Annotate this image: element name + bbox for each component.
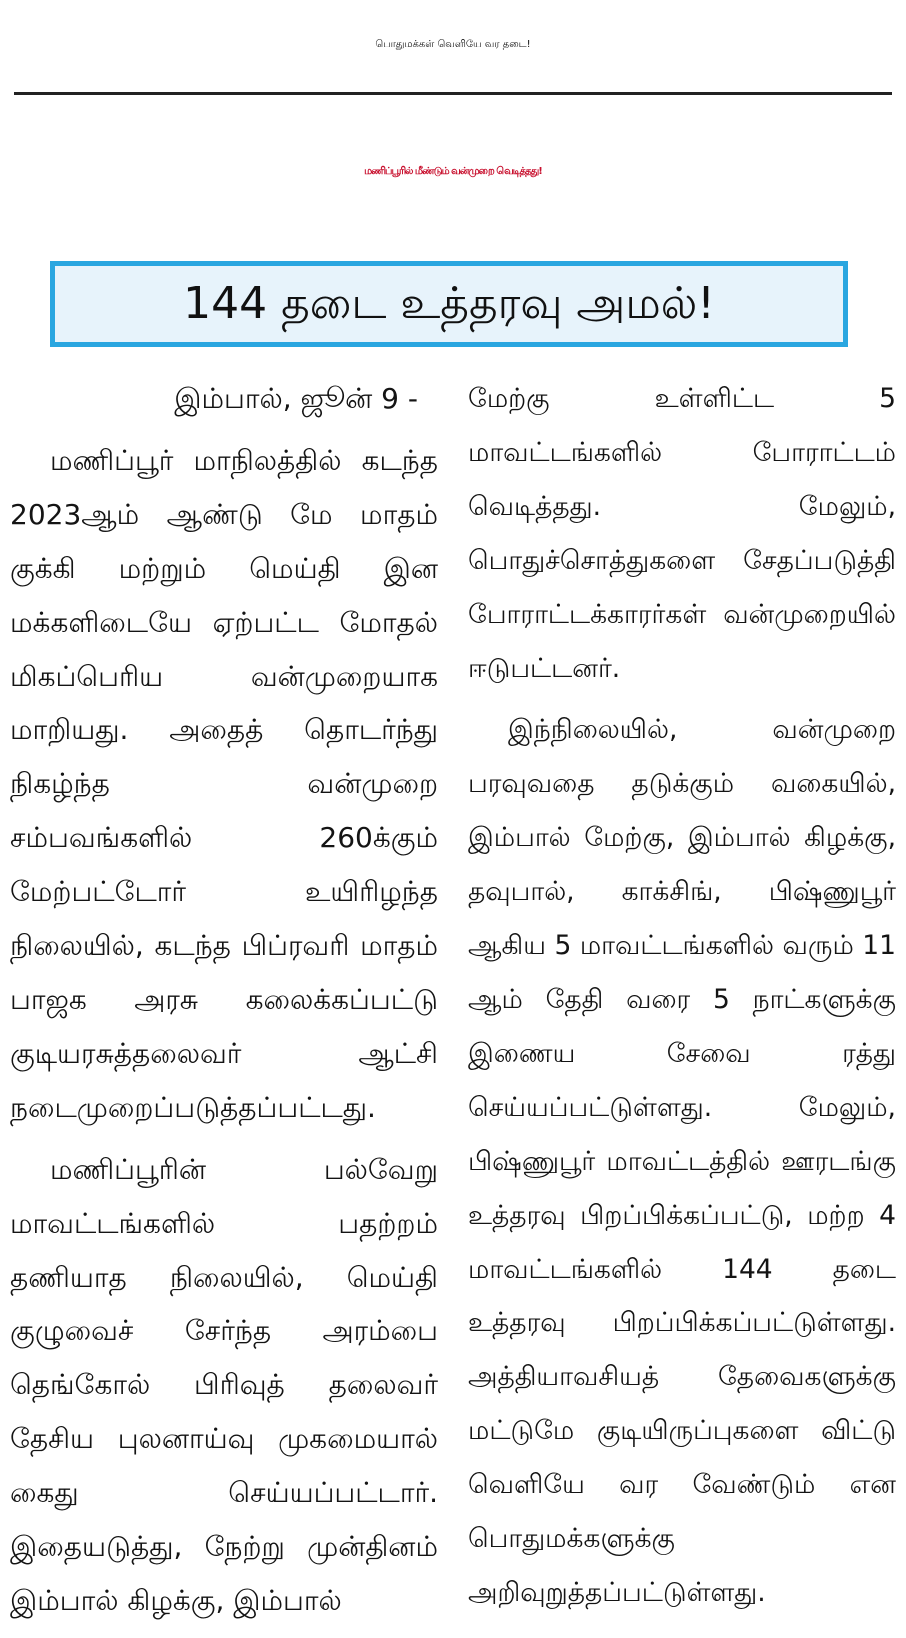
kicker-headline: பொதுமக்கள் வெளியே வர தடை!: [375, 39, 531, 50]
article-paragraph: மேற்கு உள்ளிட்ட 5 மாவட்டங்களில் போராட்டம் வெடித்தது. மேலும், பொதுச்சொத்துகளை சேதப்படுத்தி போராட்டக்காரர்கள் வன்முறையில் ஈடுபட்டனர்.: [468, 383, 896, 684]
divider-rule: [14, 92, 892, 95]
subheadline-box: [50, 261, 848, 347]
dateline: இம்பால், ஜூன் 9 -: [174, 382, 418, 415]
article-paragraph: மணிப்பூரின் பல்வேறு மாவட்டங்களில் பதற்றம் தணியாத நிலையில், மெய்தி குழுவைச் சேர்ந்த அரம்பை தெங்கோல் பிரிவுத் தலைவர் தேசிய புலனாய்வு முகமையால் கைது செய்யப்பட்டார். இதையடுத்து, நேற்று முன்தினம் இம்பால் கிழக்கு, இம்பால்: [10, 1152, 438, 1617]
article-column-right: [468, 372, 896, 1620]
article-paragraph: மணிப்பூர் மாநிலத்தில் கடந்த 2023ஆம் ஆண்டு மே மாதம் குக்கி மற்றும் மெய்தி இன மக்களிடையே ஏற்பட்ட மோதல் மிகப்பெரிய வன்முறையாக மாறியது. அதைத் தொடர்ந்து நிகழ்ந்த வன்முறை சம்பவங்களில் 260க்கும் மேற்பட்டோர் உயிரிழந்த நிலையில், கடந்த பிப்ரவரி மாதம் பாஜக அரசு கலைக்கப்பட்டு குடியரசுத்தலைவர் ஆட்சி நடைமுறைப்படுத்தப்பட்டது.: [10, 443, 438, 1124]
article-column-left: [10, 372, 438, 1628]
subheadline: 144 தடை உத்தரவு அமல்!: [183, 278, 715, 329]
main-headline: மணிப்பூரில் மீண்டும் வன்முறை வெடித்தது!: [364, 166, 542, 177]
article-paragraph: இந்நிலையில், வன்முறை பரவுவதை தடுக்கும் வகையில், இம்பால் மேற்கு, இம்பால் கிழக்கு, தவுபால், காக்சிங், பிஷ்ணுபூர் ஆகிய 5 மாவட்டங்களில் வரும் 11 ஆம் தேதி வரை 5 நாட்களுக்கு இணைய சேவை ரத்து செய்யப்பட்டுள்ளது. மேலும், பிஷ்ணுபூர் மாவட்டத்தில் ஊரடங்கு உத்தரவு பிறப்பிக்கப்பட்டு, மற்ற 4 மாவட்டங்களில் 144 தடை உத்தரவு பிறப்பிக்கப்பட்டுள்ளது. அத்தியாவசியத் தேவைகளுக்கு மட்டுமே குடியிருப்புகளை விட்டு வெளியே வர வேண்டும் என பொதுமக்களுக்கு அறிவுறுத்தப்பட்டுள்ளது.: [468, 714, 896, 1608]
